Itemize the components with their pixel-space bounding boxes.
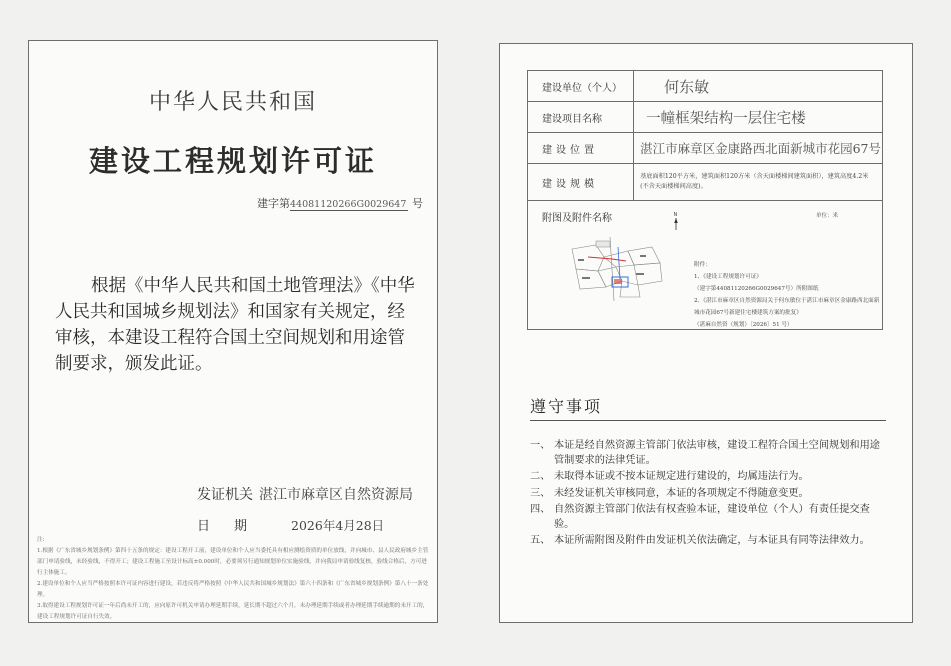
footnote-line: 2.建设单位和个人应当严格按照本许可证内容进行建设，若违反将严格按照《中华人民共和国城乡规划法》第六十四条和《广东省城乡规划条例》第八十一条处理。 [37, 581, 429, 598]
builder-label: 建设单位（个人） [528, 71, 634, 102]
rules-divider [530, 420, 886, 421]
scale-label: 建设规模 [528, 164, 634, 201]
site-plan-map [568, 237, 668, 301]
svg-text:N: N [673, 212, 678, 218]
cert-number-prefix: 建字第 [257, 197, 290, 210]
cert-number-suffix: 号 [412, 197, 423, 210]
rule-item [530, 502, 888, 532]
attachment-line: （建字第44081120266G0029647号）所附图纸 [694, 286, 819, 292]
footnote-line: 注: [37, 537, 45, 543]
project-info-table [527, 70, 883, 330]
country-name: 中华人民共和国 [148, 90, 317, 115]
rule-marker: 五、 [530, 535, 551, 547]
location-label: 建设位置 [528, 133, 634, 164]
rule-marker: 三、 [530, 487, 551, 499]
table-row [528, 133, 883, 164]
certificate-cover-page [28, 40, 438, 623]
rule-text: 未经发证机关审核同意，本证的各项规定不得随意变更。 [554, 487, 809, 499]
attachments-label: 附图及附件名称 [542, 213, 612, 224]
rule-marker: 一、 [530, 440, 551, 451]
rule-text: 本证是经自然资源主管部门依法审核，建设工程符合国土空间规划和用途管制要求的法律凭证。 [554, 440, 880, 467]
attachment-line: 1、《建设工程规划许可证》 [694, 274, 762, 280]
table-row [528, 71, 883, 102]
issuer-label: 发证机关 [197, 487, 253, 503]
project-value: 一幢框架结构一层住宅楼 [634, 102, 883, 133]
attachment-line: 附件： [694, 262, 711, 268]
footnotes [37, 535, 431, 623]
date-row [197, 515, 384, 534]
certificate-title: 建设工程规划许可证 [88, 144, 377, 178]
date-label: 日期 [197, 519, 272, 534]
rules-title: 遵守事项 [530, 397, 603, 416]
issuer-row [197, 484, 413, 504]
table-row [528, 102, 883, 133]
certificate-statement: 根据《中华人民共和国土地管理法》《中华人民共和国城乡规划法》和国家有关规定，经审核，本建设工程符合国土空间规划和用途管制要求，颁发此证。 [55, 276, 415, 374]
attachment-line: 2、《湛江市麻章区自然资源局关于何东敏位于湛江市麻章区金康路西北面新城市花园67号新建住宅楼建筑方案的批复》 [694, 298, 880, 316]
project-label: 建设项目名称 [528, 102, 634, 133]
date-value: 2026年4月28日 [291, 518, 385, 533]
rule-item [530, 486, 888, 501]
rule-text: 自然资源主管部门依法有权查验本证，建设单位（个人）有责任提交查验。 [554, 503, 870, 531]
table-row [528, 164, 883, 201]
rules-list [530, 438, 888, 549]
rule-item [530, 533, 888, 548]
rule-text: 本证所需附图及附件由发证机关依法确定，与本证具有同等法律效力。 [554, 535, 870, 547]
rule-text: 未取得本证或不按本证规定进行建设的，均属违法行为。 [554, 471, 809, 483]
rule-item [530, 438, 888, 468]
scale-value: 基底面积120平方米，建筑面积120方米（含天面楼梯间建筑面积），建筑高度4.2米(不含天面楼梯间高度)。 [634, 164, 883, 201]
north-arrow-icon [672, 211, 680, 231]
footnote-line: 3.取得建设工程规划许可证一年后尚未开工的，应向原许可机关申请办理延期手续，延长期不超过六个月，未办理延期手续或者办理延期手续逾期的未开工的，建设工程规划许可证自行失效。 [37, 603, 429, 620]
builder-value: 何东敏 [634, 71, 883, 102]
rule-item [530, 469, 888, 484]
cert-number-value: 44081120266G0029647 [290, 199, 407, 210]
unit-text: 单位：米 [816, 213, 839, 219]
attachments-list [694, 259, 880, 331]
certificate-number [257, 195, 423, 211]
certificate-detail-page [499, 43, 913, 623]
issuer-value: 湛江市麻章区自然资源局 [259, 487, 413, 503]
attachment-line: （湛麻自然资（规划）〔2026〕51 号） [694, 322, 793, 328]
rule-marker: 四、 [530, 503, 551, 515]
footnote-line: 1.根据《广东省城乡规划条例》第四十五条的规定：建设工程开工前，建设单位和个人应当委托具有相应测绘资质的单位放线，并向城市、县人民政府城乡主管部门申请验线，未经验线，不得开工；建设工程施工至设计标高±0.000时，必要须另行通知规划单位实施验线，并向我局申请验线复核，验线合格后，方可进行主体施工。 [37, 548, 429, 576]
attachments-cell [528, 201, 883, 330]
table-row [528, 201, 883, 330]
location-value: 湛江市麻章区金康路西北面新城市花园67号 [634, 133, 883, 164]
rule-marker: 二、 [530, 471, 551, 483]
